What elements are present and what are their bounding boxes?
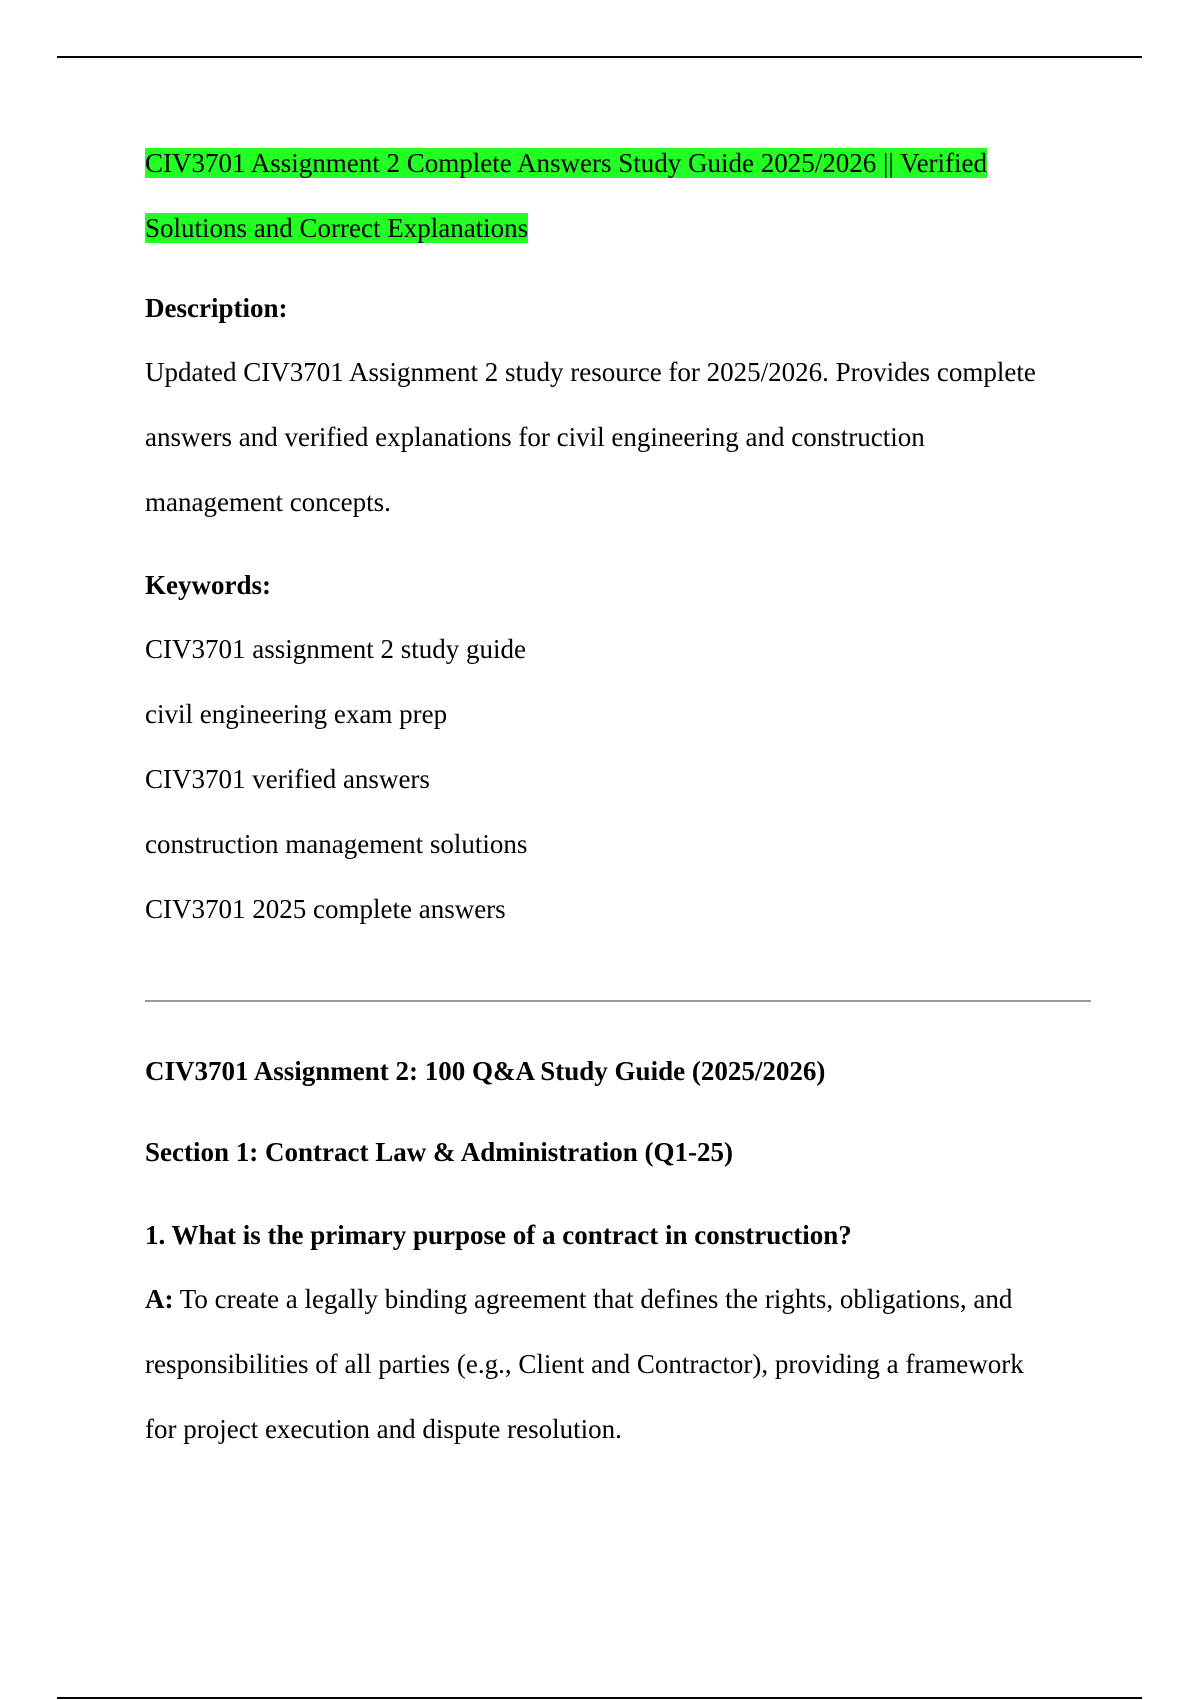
description-text: [145, 340, 1095, 535]
study-guide-title: CIV3701 Assignment 2: 100 Q&A Study Guide (2025/2026): [145, 1056, 826, 1086]
section-title: Section 1: Contract Law & Administration (Q1-25): [145, 1137, 733, 1167]
keyword-item: CIV3701 verified answers: [145, 764, 430, 794]
horizontal-divider: [145, 1000, 1091, 1002]
description-line: management concepts.: [145, 487, 391, 517]
page-bottom-rule: [57, 1697, 1142, 1699]
description-line: Updated CIV3701 Assignment 2 study resource for 2025/2026. Provides complete: [145, 357, 1036, 387]
keyword-item: civil engineering exam prep: [145, 699, 448, 729]
keyword-item: construction management solutions: [145, 829, 528, 859]
keywords-list: [145, 617, 527, 942]
answer-label: A:: [145, 1284, 174, 1314]
keywords-heading: Keywords:: [145, 570, 271, 600]
answer-1: [145, 1267, 1095, 1462]
document-title: [145, 131, 987, 261]
answer-line: for project execution and dispute resolution.: [145, 1414, 622, 1444]
keyword-item: CIV3701 assignment 2 study guide: [145, 634, 526, 664]
description-heading: Description:: [145, 293, 288, 323]
answer-line: To create a legally binding agreement that defines the rights, obligations, and: [173, 1284, 1013, 1314]
answer-line: responsibilities of all parties (e.g., Client and Contractor), providing a framework: [145, 1349, 1024, 1379]
description-line: answers and verified explanations for civil engineering and construction: [145, 422, 925, 452]
keyword-item: CIV3701 2025 complete answers: [145, 894, 506, 924]
page-top-rule: [57, 56, 1142, 58]
title-line-1: CIV3701 Assignment 2 Complete Answers Study Guide 2025/2026 || Verified: [145, 148, 988, 178]
title-line-2: Solutions and Correct Explanations: [145, 213, 529, 243]
question-1: 1. What is the primary purpose of a contract in construction?: [145, 1220, 852, 1250]
